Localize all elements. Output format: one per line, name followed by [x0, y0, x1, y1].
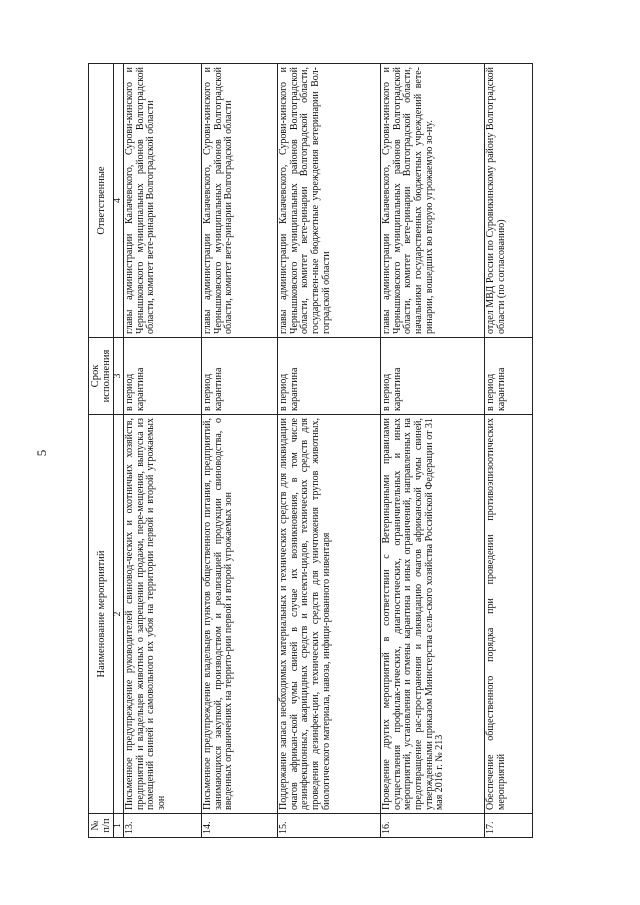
row-number: 16. — [381, 814, 485, 838]
column-number: 4 — [114, 64, 124, 338]
row-number: 15. — [278, 814, 381, 838]
measure-name: Письменное предупреждение руководителей свиновод-ческих и охотничьих хозяйств, предприятий и владельцев животных о запрещении продажи, пере-мещения, выпуска из помещений свиней и самовольного их убоя на территории первой и второй угрожаемых зон — [124, 415, 202, 814]
measure-name: Обеспечение общественного порядка при проведении противоэпизоотических мероприятий — [485, 415, 533, 814]
table-row — [202, 64, 278, 838]
column-numbers-row — [114, 64, 124, 838]
measure-responsible: главы администрации Калачевского, Сурови-кинского и Чернышковского муниципальных районов Волгоградской области, комитет вете-ринарии Волгоградской области, государствен-ные бюджетные учреждения ветеринарии Вол-гоградской области — [278, 64, 381, 338]
measure-name: Проведение других мероприятий в соответствии с Ветеринарными правилами осуществления профилак-тических, диагностических, ограничительных и иных мероприятий, установления и отмены карантина и иных ограничений, направленных на предотвращение рас-пространения и ликвидацию очагов африканской чумы свиней, утвержденными приказом Министерства сель-ского хозяйства Российской Федерации от 31 мая 2016 г. № 213 — [381, 415, 485, 814]
header-number: № п/п — [89, 814, 114, 838]
row-number: 14. — [202, 814, 278, 838]
measure-term: в период карантина — [278, 338, 381, 415]
measure-responsible: главы администрации Калачевского, Сурови-кинского и Чернышковского муниципальных районов Волгоградской области, комитет вете-ринарии Волгоградской области — [202, 64, 278, 338]
header-measure-name: Наименование мероприятий — [89, 415, 114, 814]
column-number: 1 — [114, 814, 124, 838]
measures-table-container — [88, 64, 530, 838]
measure-term: в период карантина — [202, 338, 278, 415]
measures-table — [88, 63, 533, 838]
header-responsible: Ответственные — [89, 64, 114, 338]
table-row — [381, 64, 485, 838]
row-number: 13. — [124, 814, 202, 838]
header-term: Срок исполнения — [89, 338, 114, 415]
measure-responsible: главы администрации Калачевского, Сурови-кинского и Чернышковского муниципальных районов Волгоградской области, комитет вете-ринарии Волгоградской области — [124, 64, 202, 338]
table-row — [485, 64, 533, 838]
measure-term: в период карантина — [381, 338, 485, 415]
table-row — [278, 64, 381, 838]
measure-name: Письменное предупреждение владельцев пунктов общественного питания, предприятий, занимающихся закупкой, производством и реализацией продукции свиноводства, о введенных ограничениях на террито-рии первой и второй угрожаемых зон — [202, 415, 278, 814]
table-header-row — [89, 64, 114, 838]
measure-term: в период карантина — [485, 338, 533, 415]
measure-term: в период карантина — [124, 338, 202, 415]
column-number: 3 — [114, 338, 124, 415]
table-row — [124, 64, 202, 838]
measure-name: Поддержание запаса необходимых материальных и технических средств для ликвидации очагов африкан-ской чумы свиней в случае их возникновения, в том числе дезинфекционных, акарицидных средств и инсекти-цидов, технических средств для проведения дезинфек-ции, технических средств для уничтожения трупов животных, биологического материала, навоза, инфици-рованного инвентаря — [278, 415, 381, 814]
column-number: 2 — [114, 415, 124, 814]
page-number: 5 — [34, 449, 49, 457]
measure-responsible: отдел МВД России по Суровикинскому району Волгоградской области (по согласованию) — [485, 64, 533, 338]
measure-responsible: главы администрации Калачевского, Сурови-кинского и Чернышковского муниципальных районов Волгоградской области, комитет вете-ринарии Волгоградской области, начальники государственных бюджетных учреждений вете-ринарии, вошедших во вторую угрожаемую зо-ну. — [381, 64, 485, 338]
row-number: 17. — [485, 814, 533, 838]
